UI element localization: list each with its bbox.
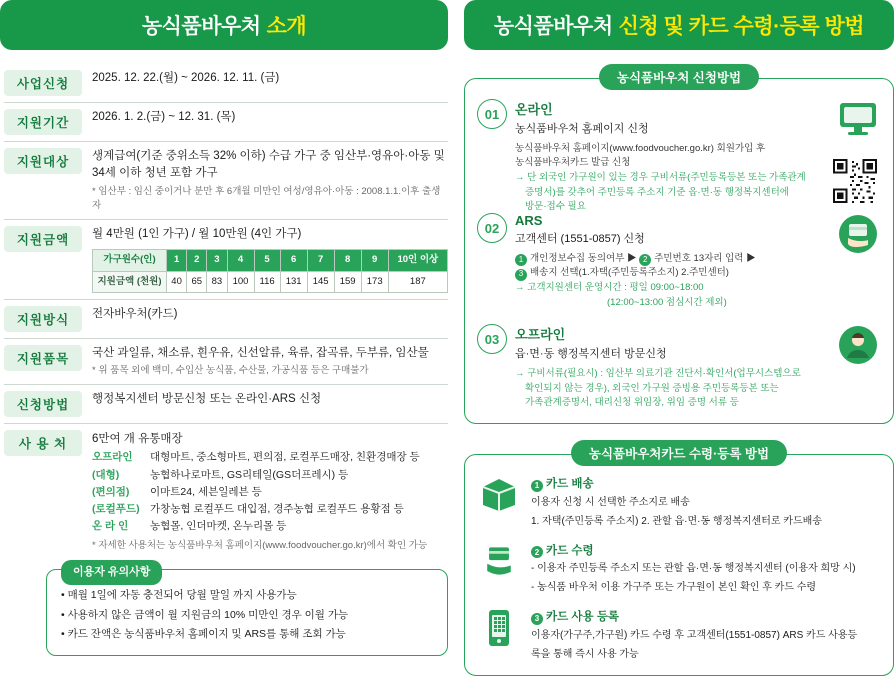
step-arrow-line: → 구비서류(필요시) : 임산부 의료기관 진단서·확인서(업무시스템으로 [515,367,801,379]
right-banner-title: 농식품바우처 [493,15,613,38]
card-step-line: 이용자 신청 시 선택한 주소지로 배송 [531,496,690,508]
usage-text: 농협몰, 인더마켓, 온누리몰 등 [150,520,287,533]
row-text: 월 4만원 (1인 가구) / 월 10만원 (4인 가구) [92,228,302,240]
step-detail-text: 개인정보수집 동의여부 ▶ [530,252,640,264]
right-banner-accent: 신청 및 카드 수령·등록 방법 [618,15,865,38]
left-info-rows [0,64,448,559]
grant-header-cell: 3 [207,250,227,271]
step-title: ARS [515,213,543,229]
caution-item: • 매월 1일에 자동 충전되어 당월 말일 까지 사용가능 [61,589,297,602]
usage-tag: (편의점) [92,485,130,498]
step-arrow-line: 확인되지 않는 경우), 외국인 가구원 증빙용 주민등록등본 또는 [525,382,779,394]
step-arrow-line: → 단 외국인 가구원이 있는 경우 구비서류(주민등록등본 또는 가족관계 [515,171,806,183]
card-step-title-text: 카드 수령 [546,544,594,557]
left-banner-title: 농식품바우처 [141,15,261,38]
grant-cell: 131 [280,271,307,292]
card-step-line: - 이용자 주민등록 주소지 또는 관할 읍·면·동 행정복지센터 (이용자 희망 시) [531,563,856,575]
usage-item [92,484,448,501]
step-number: 02 [477,213,507,243]
list-number-badge: 3 [515,269,527,281]
row-text: 2025. 12. 22.(월) ~ 2026. 12. 11. (금) [92,72,280,84]
grant-cell: 173 [361,271,388,292]
card-step-line: 이용자(가구주,가구원) 카드 수령 후 고객센터(1551-0857) ARS 카드 사용등 [531,629,858,641]
right-banner [464,0,894,50]
usage-note: * 자세한 사용처는 농식품바우처 홈페이지(www.foodvoucher.go.kr)에서 확인 가능 [92,539,428,551]
list-number-badge: 2 [531,546,543,558]
step-arrow-line: 방문·접수 필요 [525,201,586,213]
card-step-delivery [477,475,881,530]
step-arrow-line: 증명서)를 갖추어 주민등록 주소지 기준 읍·면·동 행정복지센터에 [525,186,789,198]
step-arrow-line: 가족관계증명서, 대리신청 위임장, 위임 증명 서류 등 [525,397,739,409]
row-text: 2026. 1. 2.(금) ~ 12. 31. (목) [92,111,236,123]
info-row [4,338,448,385]
card-receipt-section [464,440,894,676]
step-subtitle: 고객센터 (1551-0857) 신청 [515,233,645,246]
step-arrow-line: (12:00~13:00 점심시간 제외) [607,296,727,308]
step-detail-line: 농식품바우처카드 발급 신청 [515,157,631,169]
apply-step-ars [477,213,881,310]
usage-tag: (대형) [92,468,120,481]
right-column [464,0,894,660]
list-number-badge: 2 [639,254,651,266]
card-step-pickup [477,542,881,597]
grant-header-cell: 5 [254,250,280,271]
card-step-title [531,475,881,492]
caution-item: • 카드 잔액은 농식품바우처 홈페이지 및 ARS를 통해 조회 가능 [61,628,346,641]
row-label: 사업신청 [4,70,82,96]
left-banner-accent: 소개 [266,15,307,38]
row-note: * 임산부 : 임신 중이거나 분만 후 6개월 미만인 여성/영유아·아동 : 2008.1.1.이후 출생자 [92,185,441,211]
apply-methods-box [464,78,894,424]
grant-header-cell: 4 [227,250,254,271]
grant-cell: 145 [307,271,334,292]
usage-text: 이마트24, 세븐일레븐 등 [150,485,262,498]
grant-cell: 65 [187,271,207,292]
card-step-line: 록을 통해 즉시 사용 가능 [531,648,639,660]
row-note: * 위 품목 외에 백미, 수입산 농식품, 수산물, 가공식품 등은 구매불가 [92,365,369,376]
step-detail-text: 배송지 선택(1.자택(주민등록주소지) 2.주민센터) [530,267,729,279]
monitor-icon [835,99,881,215]
card-step-title [531,608,881,625]
info-row [4,141,448,219]
card-section-title: 농식품바우처카드 수령·등록 방법 [571,440,787,466]
usage-item [92,467,448,484]
card-step-line: 1. 자택(주민등록 주소지) 2. 관할 읍·면·동 행정복지센터로 카드배송 [531,515,822,527]
phone-icon [477,608,521,663]
info-row [4,64,448,102]
grant-cell: 100 [227,271,254,292]
grant-header-first: 가구원수(인) [93,250,167,271]
left-banner [0,0,448,50]
card-step-register [477,608,881,663]
caution-item-text: 사용하지 않은 금액이 월 지원금의 10% 미만인 경우 이월 가능 [67,608,349,621]
grant-header-cell: 10인 이상 [388,250,447,271]
info-row [4,102,448,141]
info-row-usage-places [4,423,448,559]
step-subtitle: 농식품바우처 홈페이지 신청 [515,123,649,135]
step-detail-line [515,266,827,281]
row-label: 사 용 처 [4,430,82,456]
step-number: 01 [477,99,507,129]
hand-card-icon [835,213,881,310]
grant-header-cell: 6 [280,250,307,271]
caution-item-text: 매월 1일에 자동 충전되어 당월 말일 까지 사용가능 [67,589,297,602]
usage-item [92,501,448,518]
step-subtitle: 읍·면·동 행정복지센터 방문신청 [515,348,667,361]
usage-tag: 오프라인 [92,451,133,464]
grant-header-cell: 9 [361,250,388,271]
apply-section-title: 농식품바우처 신청방법 [599,64,759,90]
caution-title: 이용자 유의사항 [61,560,162,584]
usage-title: 6만여 개 유통매장 [92,433,183,446]
list-number-badge: 1 [531,480,543,492]
info-row [4,219,448,299]
grant-header-cell: 8 [334,250,361,271]
info-row [4,384,448,423]
grant-cell: 159 [334,271,361,292]
row-label: 지원기간 [4,109,82,135]
step-title: 오프라인 [515,327,566,343]
grant-header-cell: 2 [187,250,207,271]
step-detail-line [515,252,827,267]
usage-tag: (로컬푸드) [92,503,140,516]
row-label: 지원금액 [4,226,82,252]
grant-cell: 116 [254,271,280,292]
caution-box [46,566,448,655]
grant-cell: 83 [207,271,227,292]
info-row [4,299,448,338]
step-detail-line: 농식품바우처 홈페이지(www.foodvoucher.go.kr) 회원가입 후 [515,142,766,154]
grant-amount-table [92,249,448,293]
row-label: 지원대상 [4,148,82,174]
usage-text: 농협하나로마트, GS리테일(GS더프레시) 등 [150,468,349,481]
row-label: 지원방식 [4,306,82,332]
card-step-line: - 농식품 바우처 이용 가구주 또는 가구원이 본인 확인 후 카드 수령 [531,582,817,594]
row-text: 국산 과일류, 채소류, 흰우유, 신선알류, 육류, 잡곡류, 두부류, 임산물 [92,346,429,359]
grant-table-row [93,271,448,292]
step-number: 03 [477,324,507,354]
list-number-badge: 3 [531,613,543,625]
step-title: 온라인 [515,102,553,117]
person-icon [835,324,881,411]
usage-item [92,518,448,535]
caution-item: • 사용하지 않은 금액이 월 지원금의 10% 미만인 경우 이월 가능 [61,608,349,621]
grant-header-cell: 1 [167,250,187,271]
step-detail-text: 주민번호 13자리 입력 ▶ [654,252,756,264]
row-text: 생계급여(기준 중위소득 32% 이하) 수급 가구 중 임산부·영유아·아동 및 34세 이하 청년 포함 가구 [92,150,445,180]
usage-tag: 온 라 인 [92,520,129,533]
row-label: 지원품목 [4,345,82,371]
apply-step-online [477,99,881,215]
card-steps-box [464,454,894,676]
hand-card-icon [477,542,521,597]
card-step-title-text: 카드 배송 [546,478,594,491]
row-text: 행정복지센터 방문신청 또는 온라인·ARS 신청 [92,393,322,406]
usage-item [92,449,448,466]
grant-table-header-row [93,250,448,271]
caution-item-text: 카드 잔액은 농식품바우처 홈페이지 및 ARS를 통해 조회 가능 [67,628,346,641]
card-step-title-text: 카드 사용 등록 [546,611,620,624]
grant-header-cell: 7 [307,250,334,271]
apply-step-offline [477,324,881,411]
usage-text: 가창농협 로컬푸드 대입점, 경주농협 로컬푸드 용황점 등 [150,503,404,516]
step-arrow-line: → 고객지원센터 운영시간 : 평일 09:00~18:00 [515,282,704,294]
grant-cell: 40 [167,271,187,292]
left-column [0,0,448,646]
grant-cell: 187 [388,271,447,292]
card-step-title [531,542,881,559]
row-text: 전자바우처(카드) [92,307,178,320]
row-label: 신청방법 [4,391,82,417]
parcel-icon [477,475,521,530]
list-number-badge: 1 [515,254,527,266]
grant-row-label: 지원금액 (천원) [93,271,167,292]
usage-text: 대형마트, 중소형마트, 편의점, 로컬푸드매장, 친환경매장 등 [150,451,420,464]
